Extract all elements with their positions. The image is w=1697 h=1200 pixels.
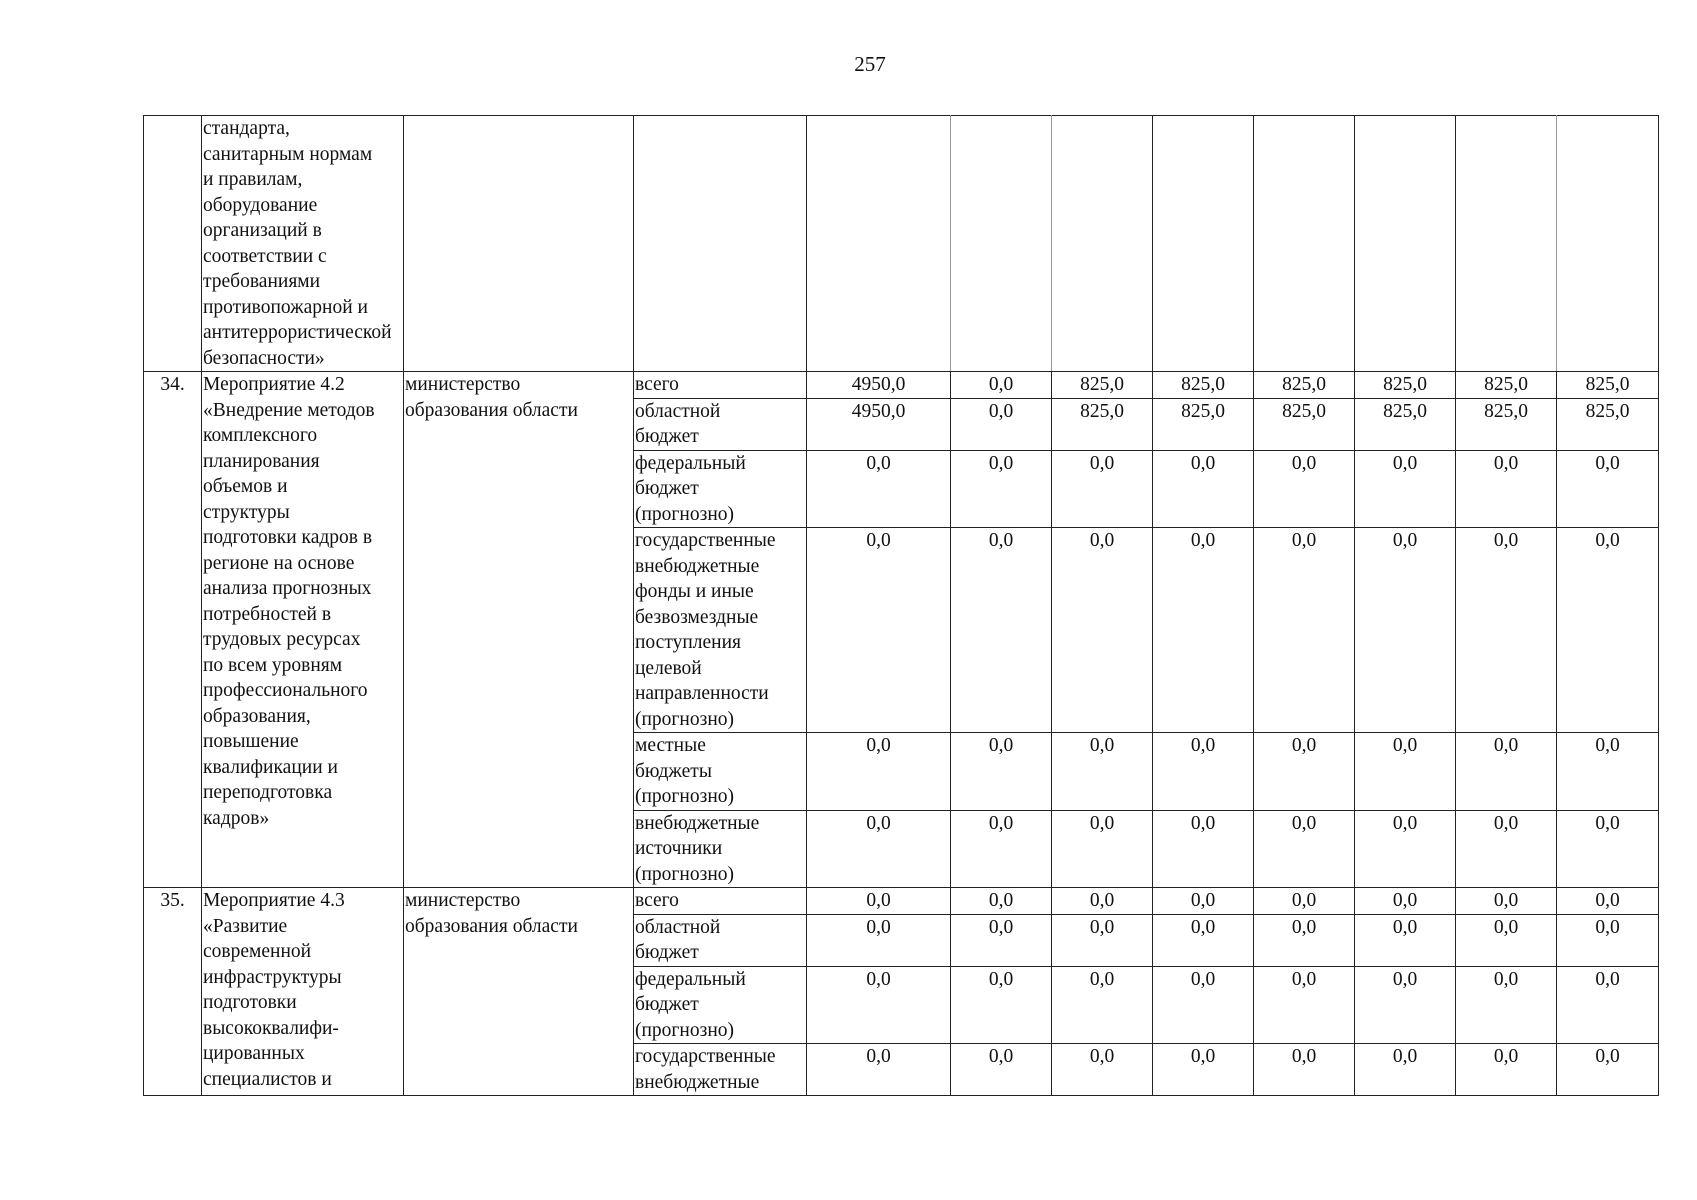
value-cell: 0,0 <box>1254 914 1355 966</box>
value-cell: 0,0 <box>951 1044 1052 1096</box>
funding-source-line: федеральный <box>635 452 746 474</box>
measure-name-line: и правилам, <box>203 169 303 190</box>
executor-line: образования области <box>405 399 578 421</box>
value-cell <box>1254 116 1355 372</box>
value-cell <box>1052 116 1153 372</box>
funding-source-line: областной <box>635 916 721 938</box>
funding-source-cell <box>634 1044 807 1096</box>
measure-name-line: Мероприятие 4.3 <box>203 890 345 911</box>
funding-source-line: внебюджетные <box>635 812 760 834</box>
measure-name-line: планирования <box>203 450 320 472</box>
measure-name-line: высококвалифи- <box>203 1017 339 1039</box>
financing-table <box>143 115 1659 1096</box>
measure-name-line: «Развитие <box>203 915 288 937</box>
value-cell: 0,0 <box>1254 450 1355 528</box>
value-cell <box>1557 116 1659 372</box>
value-cell: 0,0 <box>807 914 951 966</box>
value-cell: 0,0 <box>1153 528 1254 733</box>
executor-cell <box>404 116 634 372</box>
source-cell <box>634 116 807 372</box>
value-cell <box>1456 116 1557 372</box>
value-cell: 825,0 <box>1456 398 1557 450</box>
value-cell <box>807 116 951 372</box>
value-cell: 0,0 <box>1153 914 1254 966</box>
value-cell: 0,0 <box>1052 528 1153 733</box>
value-cell: 0,0 <box>1254 733 1355 811</box>
value-cell: 0,0 <box>1355 528 1456 733</box>
funding-source-line: государственные <box>635 530 776 551</box>
measure-name-line: кадров» <box>203 807 270 829</box>
funding-source-line: всего <box>635 374 679 395</box>
measure-name-line: потребностей в <box>203 603 332 625</box>
value-cell: 0,0 <box>951 450 1052 528</box>
funding-source-line: внебюджетные <box>635 1071 760 1093</box>
number-cell: 34. <box>144 372 202 888</box>
value-cell <box>951 116 1052 372</box>
executor-line: образования области <box>405 915 578 937</box>
value-cell: 0,0 <box>951 810 1052 888</box>
value-cell: 0,0 <box>1557 966 1659 1044</box>
value-cell: 825,0 <box>1557 398 1659 450</box>
value-cell: 0,0 <box>1052 966 1153 1044</box>
funding-source-line: фонды и иные <box>635 581 754 602</box>
table-body <box>144 116 1659 1096</box>
measure-name-line: цированных <box>203 1043 305 1064</box>
value-cell: 825,0 <box>1153 398 1254 450</box>
value-cell: 0,0 <box>1254 888 1355 915</box>
value-cell: 4950,0 <box>807 398 951 450</box>
value-cell <box>1153 116 1254 372</box>
measure-name-line: подготовки кадров в <box>203 527 373 548</box>
measure-name-line: требованиями <box>203 271 321 292</box>
funding-source-line: бюджет <box>635 994 699 1015</box>
value-cell: 0,0 <box>1456 888 1557 915</box>
funding-source-cell <box>634 398 807 450</box>
value-cell: 0,0 <box>807 733 951 811</box>
value-cell: 825,0 <box>1153 372 1254 399</box>
value-cell: 825,0 <box>1254 372 1355 399</box>
value-cell: 0,0 <box>1557 810 1659 888</box>
value-cell: 825,0 <box>1052 398 1153 450</box>
value-cell: 0,0 <box>951 914 1052 966</box>
value-cell: 0,0 <box>1052 450 1153 528</box>
measure-name-line: по всем уровням <box>203 654 343 676</box>
funding-source-line: внебюджетные <box>635 555 760 577</box>
value-cell: 825,0 <box>1355 398 1456 450</box>
value-cell: 0,0 <box>1153 888 1254 915</box>
measure-name-line: регионе на основе <box>203 552 355 574</box>
value-cell: 0,0 <box>951 528 1052 733</box>
funding-source-cell <box>634 528 807 733</box>
value-cell: 0,0 <box>1557 888 1659 915</box>
value-cell: 0,0 <box>1456 450 1557 528</box>
measure-name-line: подготовки <box>203 992 297 1013</box>
funding-source-line: (прогнозно) <box>635 1019 734 1041</box>
value-cell: 0,0 <box>1153 810 1254 888</box>
executor-cell <box>404 372 634 888</box>
funding-source-line: всего <box>635 890 679 911</box>
value-cell: 0,0 <box>1456 733 1557 811</box>
value-cell: 0,0 <box>1052 1044 1153 1096</box>
measure-name-line: трудовых ресурсах <box>203 629 361 650</box>
value-cell: 0,0 <box>1052 914 1153 966</box>
measure-name-cell <box>202 372 404 888</box>
measure-name-line: санитарным нормам <box>203 143 373 165</box>
value-cell: 0,0 <box>951 733 1052 811</box>
value-cell: 0,0 <box>1456 528 1557 733</box>
value-cell: 0,0 <box>951 888 1052 915</box>
value-cell: 0,0 <box>1557 450 1659 528</box>
value-cell: 0,0 <box>1052 733 1153 811</box>
funding-source-cell <box>634 372 807 399</box>
value-cell: 0,0 <box>951 398 1052 450</box>
funding-source-line: безвозмездные <box>635 606 759 628</box>
value-cell: 0,0 <box>1557 528 1659 733</box>
funding-row <box>144 888 1659 915</box>
funding-source-line: государственные <box>635 1046 776 1067</box>
value-cell: 0,0 <box>807 966 951 1044</box>
funding-source-line: (прогнозно) <box>635 503 734 525</box>
value-cell: 0,0 <box>807 528 951 733</box>
funding-source-line: (прогнозно) <box>635 786 734 807</box>
value-cell: 0,0 <box>1052 888 1153 915</box>
measure-name-line: Мероприятие 4.2 <box>203 374 345 395</box>
number-cell: 35. <box>144 888 202 1096</box>
measure-name-line: оборудование <box>203 194 318 216</box>
executor-line: министерство <box>405 890 521 911</box>
value-cell: 0,0 <box>1456 914 1557 966</box>
funding-source-line: бюджет <box>635 426 699 447</box>
funding-source-line: местные <box>635 735 706 756</box>
value-cell: 0,0 <box>807 888 951 915</box>
funding-source-line: (прогнозно) <box>635 863 734 885</box>
measure-name-line: антитеррористической <box>203 322 392 343</box>
page-number: 257 <box>854 52 886 76</box>
measure-name-line: образования, <box>203 705 311 727</box>
funding-source-line: поступления <box>635 632 742 653</box>
value-cell: 0,0 <box>1355 888 1456 915</box>
funding-source-cell <box>634 914 807 966</box>
funding-source-line: источники <box>635 838 723 859</box>
measure-name-cell <box>202 888 404 1096</box>
measure-name-line: структуры <box>203 501 290 523</box>
value-cell: 825,0 <box>1052 372 1153 399</box>
value-cell: 0,0 <box>1254 1044 1355 1096</box>
measure-name-line: квалификации и <box>203 756 338 778</box>
value-cell: 0,0 <box>1153 966 1254 1044</box>
funding-source-line: направленности <box>635 683 769 704</box>
funding-source-line: целевой <box>635 657 702 679</box>
value-cell: 0,0 <box>1456 966 1557 1044</box>
value-cell: 0,0 <box>951 966 1052 1044</box>
number-cell <box>144 116 202 372</box>
measure-name-line: современной <box>203 941 312 962</box>
funding-source-line: (прогнозно) <box>635 708 734 730</box>
value-cell: 0,0 <box>1355 1044 1456 1096</box>
value-cell: 0,0 <box>1153 733 1254 811</box>
funding-row <box>144 372 1659 399</box>
measure-name-line: профессионального <box>203 680 368 701</box>
measure-name-line: «Внедрение методов <box>203 399 375 421</box>
value-cell: 0,0 <box>1052 810 1153 888</box>
funding-source-cell <box>634 733 807 811</box>
value-cell: 0,0 <box>807 810 951 888</box>
funding-source-cell <box>634 966 807 1044</box>
value-cell: 0,0 <box>1355 914 1456 966</box>
funding-source-line: бюджет <box>635 942 699 963</box>
value-cell: 0,0 <box>1557 914 1659 966</box>
funding-source-cell <box>634 810 807 888</box>
measure-name-line: стандарта, <box>203 118 290 139</box>
executor-line: министерство <box>405 374 521 395</box>
funding-source-line: бюджет <box>635 478 699 499</box>
measure-name-line: безопасности» <box>203 347 325 369</box>
value-cell: 0,0 <box>807 450 951 528</box>
measure-name-line: анализа прогнозных <box>203 578 372 599</box>
value-cell: 0,0 <box>1153 450 1254 528</box>
value-cell: 825,0 <box>1254 398 1355 450</box>
measure-name-line: специалистов и <box>203 1068 332 1090</box>
measure-name-line: объемов и <box>203 476 288 497</box>
value-cell: 0,0 <box>1355 966 1456 1044</box>
value-cell: 825,0 <box>1557 372 1659 399</box>
measure-name-line: противопожарной и <box>203 296 368 318</box>
value-cell: 0,0 <box>1355 450 1456 528</box>
value-cell: 0,0 <box>807 1044 951 1096</box>
measure-name-line: инфраструктуры <box>203 966 342 988</box>
value-cell: 0,0 <box>1456 1044 1557 1096</box>
measure-name-line: переподготовка <box>203 782 333 803</box>
value-cell: 0,0 <box>1557 733 1659 811</box>
value-cell <box>1355 116 1456 372</box>
funding-source-line: областной <box>635 400 721 422</box>
value-cell: 0,0 <box>1355 810 1456 888</box>
measure-name-line: организаций в <box>203 220 322 241</box>
measure-name-cell <box>202 116 404 372</box>
value-cell: 0,0 <box>1254 810 1355 888</box>
value-cell: 4950,0 <box>807 372 951 399</box>
measure-name-line: повышение <box>203 731 299 752</box>
value-cell: 0,0 <box>1355 733 1456 811</box>
funding-source-cell <box>634 888 807 915</box>
funding-source-cell <box>634 450 807 528</box>
value-cell: 0,0 <box>951 372 1052 399</box>
value-cell: 825,0 <box>1355 372 1456 399</box>
continuation-row <box>144 116 1659 372</box>
value-cell: 0,0 <box>1557 1044 1659 1096</box>
value-cell: 0,0 <box>1456 810 1557 888</box>
value-cell: 0,0 <box>1254 966 1355 1044</box>
funding-source-line: федеральный <box>635 968 746 990</box>
funding-source-line: бюджеты <box>635 760 712 782</box>
value-cell: 825,0 <box>1456 372 1557 399</box>
value-cell: 0,0 <box>1254 528 1355 733</box>
value-cell: 0,0 <box>1153 1044 1254 1096</box>
measure-name-line: комплексного <box>203 425 318 446</box>
measure-name-line: соответствии с <box>203 245 327 267</box>
executor-cell <box>404 888 634 1096</box>
